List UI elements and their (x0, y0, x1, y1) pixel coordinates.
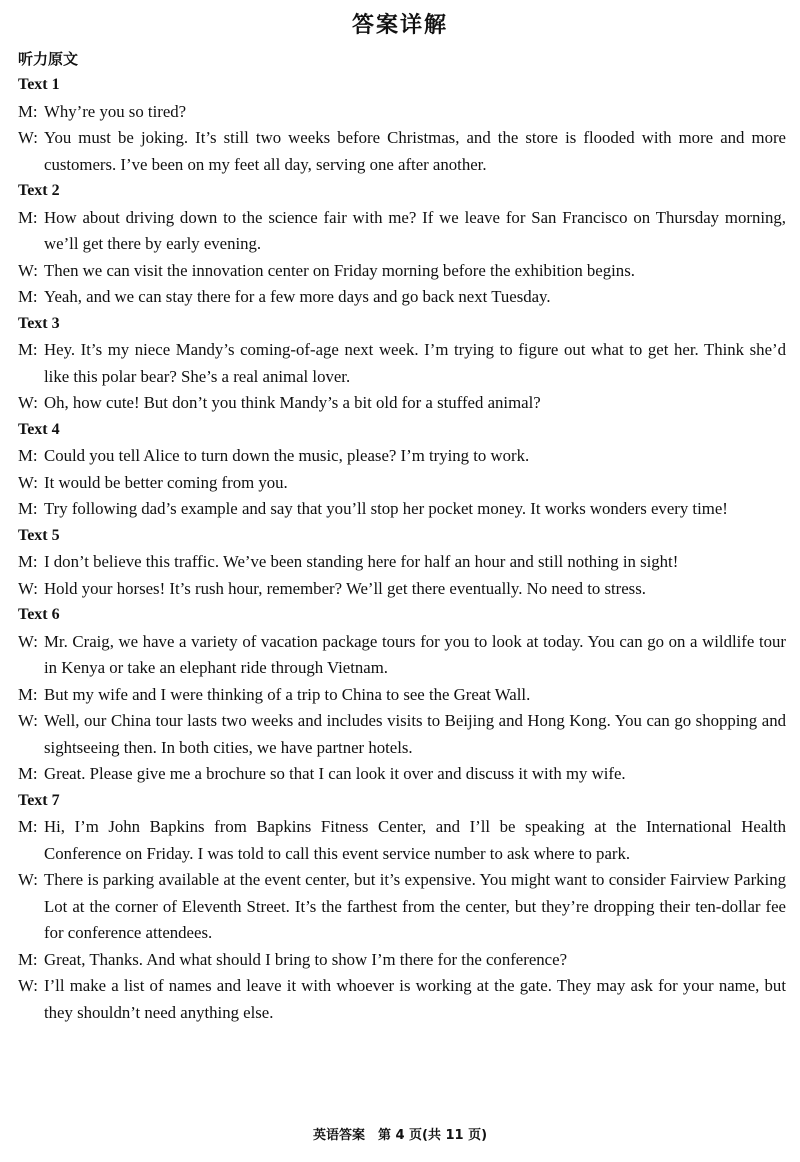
dialogue-text: Mr. Craig, we have a variety of vacation package tours for you to look at today. You can go on a wildlife tour in Kenya or take an elephant ride through Vietnam. (44, 631, 786, 677)
dialogue-text: You must be joking. It’s still two weeks before Christmas, and the store is flooded with more and more customers. I’ve been on my feet all day, serving one after another. (44, 128, 786, 174)
speaker-label: W: (18, 472, 38, 492)
dialogue-line (18, 814, 786, 867)
dialogue-line (18, 708, 786, 761)
dialogue-line (18, 205, 786, 258)
dialogue-text: Hi, I’m John Bapkins from Bapkins Fitness Center, and I’ll be speaking at the International Health Conference on Friday. I was told to call this event service number to ask where to park. (44, 817, 786, 863)
text-block (18, 523, 786, 603)
speaker-label: M: (18, 552, 38, 571)
dialogue-text: Great, Thanks. And what should I bring to show I’m there for the conference? (44, 949, 568, 969)
speaker-label: M: (18, 287, 38, 306)
transcript-content (18, 72, 786, 1026)
dialogue-text: Why’re you so tired? (44, 101, 187, 121)
speaker-label: M: (18, 817, 38, 836)
text-label: Text 4 (18, 420, 60, 438)
dialogue-text: Then we can visit the innovation center on Friday morning before the exhibition begins. (44, 260, 635, 280)
page-title: 答案详解 (351, 13, 448, 38)
text-label: Text 6 (18, 606, 60, 623)
dialogue-line (18, 761, 786, 788)
speaker-label: W: (18, 128, 38, 147)
dialogue-text: Hold your horses! It’s rush hour, remember? We’ll get there eventually. No need to stress. (44, 578, 646, 598)
dialogue-line (18, 470, 786, 497)
dialogue-line (18, 629, 786, 682)
speaker-label: M: (18, 499, 38, 518)
dialogue-line (18, 99, 786, 126)
dialogue-text: There is parking available at the event center, but it’s expensive. You might want to consider Fairview Parking Lot at the corner of Eleventh Street. It’s the farthest from the center, but they’re dropping their ten-dollar fee for conference attendees. (44, 870, 786, 942)
dialogue-text: I’ll make a list of names and leave it with whoever is working at the gate. They may ask for your name, but they shouldn’t need anything else. (44, 976, 786, 1022)
dialogue-text: Oh, how cute! But don’t you think Mandy’s a bit old for a stuffed animal? (44, 393, 541, 412)
text-label: Text 3 (18, 314, 60, 332)
dialogue-line (18, 682, 786, 709)
dialogue-text: But my wife and I were thinking of a trip to China to see the Great Wall. (44, 684, 531, 704)
text-block (18, 417, 786, 523)
dialogue-text: Well, our China tour lasts two weeks and includes visits to Beijing and Hong Kong. You can go shopping and sightseeing then. In both cities, we have partner hotels. (44, 711, 786, 757)
text-block (18, 788, 786, 1027)
section-heading: 听力原文 (18, 50, 79, 68)
dialogue-line (18, 337, 786, 390)
dialogue-text: It would be better coming from you. (44, 472, 288, 492)
speaker-label: W: (18, 870, 38, 889)
speaker-label: M: (18, 949, 38, 969)
dialogue-line (18, 496, 786, 523)
text-label: Text 1 (18, 76, 60, 93)
dialogue-text: Could you tell Alice to turn down the music, please? I’m trying to work. (44, 446, 530, 465)
dialogue-line (18, 973, 786, 1026)
dialogue-line (18, 125, 786, 178)
dialogue-text: I don’t believe this traffic. We’ve been standing here for half an hour and still nothing in sight! (44, 552, 679, 571)
dialogue-line (18, 284, 786, 311)
speaker-label: M: (18, 446, 38, 465)
text-block (18, 602, 786, 788)
dialogue-text: How about driving down to the science fair with me? If we leave for San Francisco on Thursday morning, we’ll get there by early evening. (44, 207, 786, 253)
speaker-label: W: (18, 260, 38, 280)
dialogue-line (18, 576, 786, 603)
dialogue-text: Great. Please give me a brochure so that I can look it over and discuss it with my wife. (44, 764, 626, 783)
speaker-label: M: (18, 764, 38, 783)
speaker-label: M: (18, 207, 38, 227)
dialogue-line (18, 549, 786, 576)
dialogue-text: Hey. It’s my niece Mandy’s coming-of-age next week. I’m trying to figure out what to get her. Think she’d like this polar bear? She’s a real animal lover. (44, 340, 786, 386)
speaker-label: W: (18, 976, 38, 995)
dialogue-line (18, 258, 786, 285)
dialogue-line (18, 947, 786, 974)
dialogue-line (18, 390, 786, 417)
speaker-label: W: (18, 631, 38, 651)
text-block (18, 311, 786, 417)
speaker-label: W: (18, 578, 38, 598)
text-block (18, 72, 786, 178)
dialogue-text: Yeah, and we can stay there for a few more days and go back next Tuesday. (44, 287, 551, 306)
dialogue-line (18, 867, 786, 947)
speaker-label: W: (18, 711, 38, 730)
text-block (18, 178, 786, 311)
speaker-label: W: (18, 393, 38, 412)
text-label: Text 2 (18, 182, 60, 199)
dialogue-text: Try following dad’s example and say that you’ll stop her pocket money. It works wonders every time! (44, 499, 728, 518)
page-footer: 英语答案 第 4 页(共 11 页) (312, 1128, 488, 1143)
speaker-label: M: (18, 101, 38, 121)
speaker-label: M: (18, 684, 38, 704)
text-label: Text 5 (18, 526, 60, 544)
speaker-label: M: (18, 340, 38, 359)
text-label: Text 7 (18, 791, 60, 809)
dialogue-line (18, 443, 786, 470)
